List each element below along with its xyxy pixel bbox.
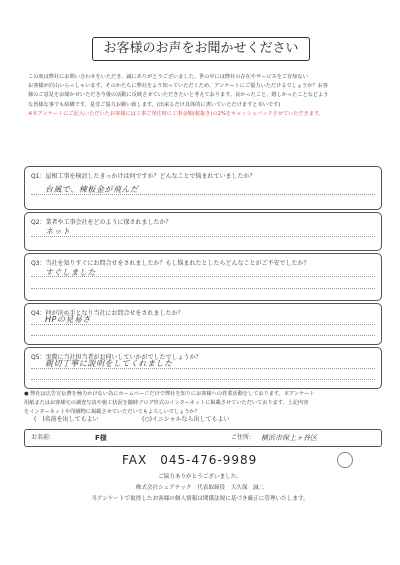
thanks-text: ご協力ありがとうございました。 bbox=[158, 474, 242, 480]
question-label: Q4：何が決め手となり当社にお問合せをされましたか？ bbox=[31, 310, 184, 317]
intro-line: 様のご意見をお聞かせいただき今後の活動に反映させていただきたいと考えております。良かったこと、嬉しかったことなどよう bbox=[28, 92, 329, 99]
question-box-q2 bbox=[24, 212, 382, 251]
answer-text: ネット bbox=[45, 227, 71, 236]
circle-mark bbox=[337, 452, 353, 468]
address-label: ご住所: bbox=[231, 434, 252, 441]
name-label: お名前: bbox=[31, 434, 52, 441]
name-address-bar bbox=[24, 429, 382, 447]
question-box-q4 bbox=[24, 303, 382, 345]
fax-number: FAX 045-476-9989 bbox=[122, 453, 258, 467]
privacy-text: 当アンケートで取得したお客様の個人情報は関係法規に基づき厳正に管理いたします。 bbox=[91, 496, 309, 502]
option-name-ok[interactable]: ( )名前を出してもよい bbox=[34, 416, 99, 423]
answer-text: すぐしました bbox=[45, 268, 96, 277]
disclaimer-line: をインターネットや印刷物に掲載させていただいてもよろしいでしょうか？ bbox=[24, 409, 200, 415]
publication-disclaimer bbox=[24, 390, 380, 417]
answer-text: 台風で、棟板金が飛んだ bbox=[45, 185, 139, 194]
page-title: お客様のお声をお聞かせください bbox=[92, 37, 310, 61]
address-value: 横浜市保土ヶ谷区 bbox=[261, 434, 317, 442]
question-label: Q1：屋根工事を検討したきっかけは何ですか？どんなことで悩まれていましたか？ bbox=[31, 173, 256, 180]
intro-line: な皆様な事でも結構です。是非ご協力お願い致します。(出来るだけ具体的に書いていただけますと幸いです) bbox=[28, 101, 281, 108]
answer-text: 親切丁寧に説明をしてくれました bbox=[45, 359, 173, 368]
intro-line: この度は弊社にお問い合わせをいただき、誠にありがとうございました。世の中には弊社の存在やサービスをご存知ない bbox=[28, 74, 308, 80]
question-box-q3 bbox=[24, 253, 382, 301]
disclaimer-line: ● 弊社は広告宣伝費を極力かけない為にホームページだけで弊社を知りにお客様への営業活動をしております。本アンケート bbox=[24, 391, 315, 397]
answer-text: HPの見易さ bbox=[45, 315, 91, 324]
question-box-q5 bbox=[24, 347, 382, 389]
intro-text bbox=[28, 73, 378, 119]
name-value: F様 bbox=[95, 434, 107, 442]
question-label: Q3：当社を知りすぐにお問合せをされましたか？もし悩まれたとしたらどんなことがご不安でしたか？ bbox=[31, 260, 310, 267]
question-box-q1 bbox=[24, 166, 382, 210]
disclaimer-line: 用紙またはお客様宅の調査写真や施工状況を随時ブログ形式のインターネットに掲載させていただいております。上記内容 bbox=[24, 400, 309, 406]
cashback-note: ※本アンケートにご記入いただいたお客様には工事ご発注時に工事金額(税抜き)の2%をキャッシュバックさせていただきます。 bbox=[28, 110, 324, 117]
question-label: Q5：実際に当社担当者がお伺いしていかがでしたでしょうか？ bbox=[31, 354, 202, 361]
option-initial-ok[interactable]: (○)イニシャルなら出してもよい bbox=[142, 416, 230, 423]
company-text: 株式会社シェアテック 代表取締役 大久保 誠二 bbox=[135, 485, 265, 491]
question-label: Q2：業者や工事会社をどのように探されましたか？ bbox=[31, 219, 172, 226]
intro-line: お客様が沢山いらっしゃいます。そのかたちに弊社をより知っていただくため、アンケートにご協力いただけるでしょうか？お客 bbox=[28, 83, 328, 90]
